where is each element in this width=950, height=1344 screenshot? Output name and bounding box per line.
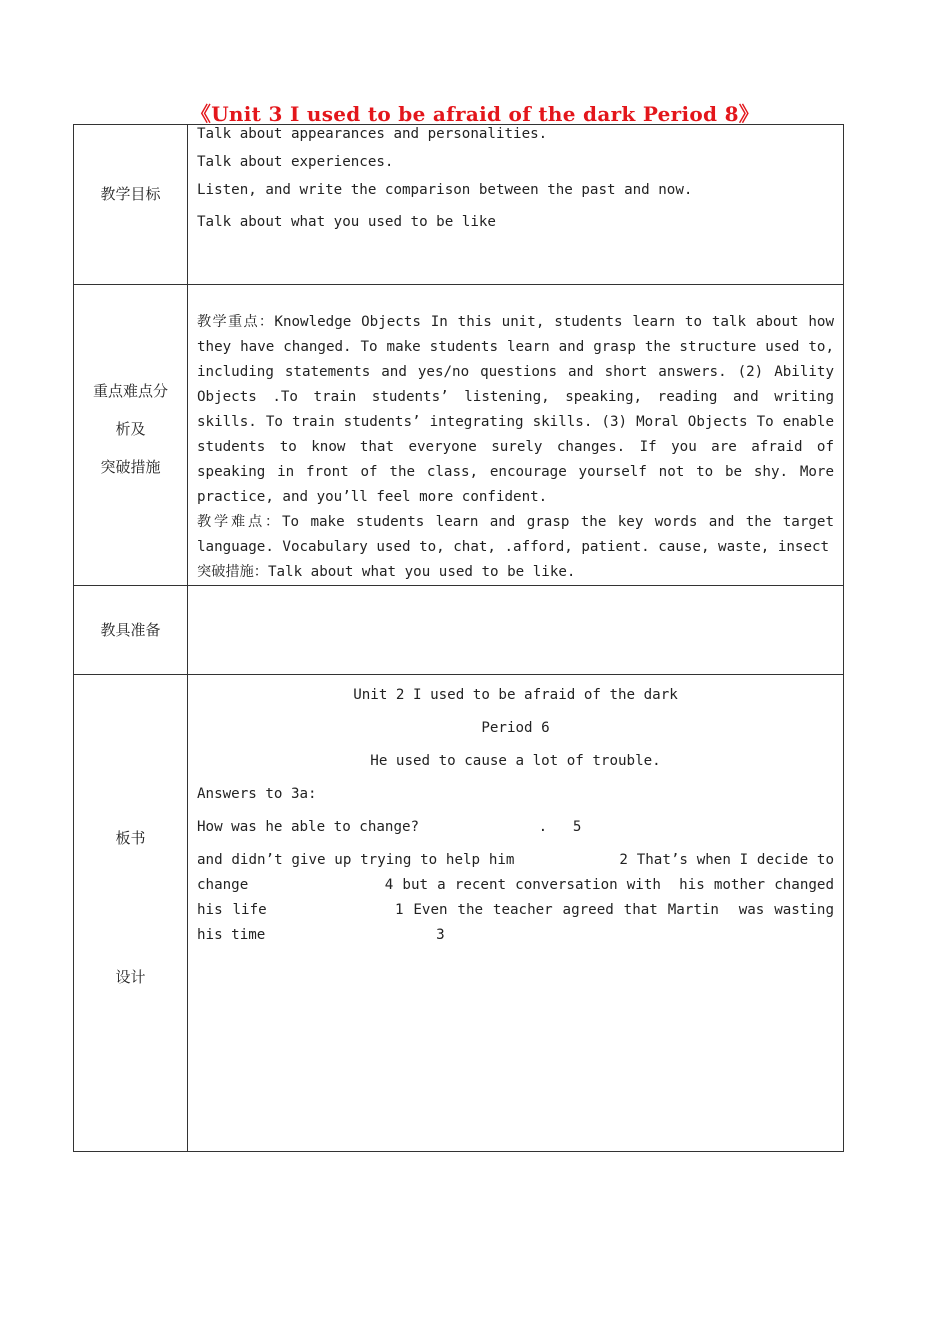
measures-paragraph <box>197 560 834 585</box>
objectives-row <box>74 125 844 285</box>
focus-text: Knowledge Objects In this unit, students learn to talk about how they have changed. To make students learn and grasp the structure used to, including statements and yes/no questions and short answers. (2) Ability Objects .To train students’ listening, speaking, reading and writing skills. To train students’ integrating skills. (3) Moral Objects To enable students to know that everyone surely changes. If you are afraid of speaking in front of the class, encourage yourself not to be shy. More practice, and you’ll feel more confident. <box>197 314 834 505</box>
difficulty-text: To make students learn and grasp the key words and the target language. Vocabulary used to, chat, .afford, patient. cause, waste, insect <box>197 514 834 555</box>
answers-label: Answers to 3a: <box>197 786 317 802</box>
board-label <box>74 675 188 1152</box>
measures-label: 突破措施： <box>197 564 268 580</box>
key-points-label-line: 析及 <box>115 420 146 438</box>
key-points-content <box>188 285 844 586</box>
lesson-plan-table <box>73 124 844 1152</box>
objective-line: Talk about experiences. <box>197 154 394 170</box>
objectives-label: 教学目标 <box>74 125 188 285</box>
key-points-label-line: 突破措施 <box>100 458 161 476</box>
focus-label: 教学重点： <box>197 314 275 330</box>
key-points-row <box>74 285 844 586</box>
page-title: 《Unit 3 I used to be afraid of the dark Period 8》 <box>190 102 760 126</box>
board-heading-2: Period 6 <box>481 720 550 736</box>
objective-line: Talk about appearances and personalities. <box>197 126 548 142</box>
difficulty-label: 教学难点： <box>197 514 283 530</box>
materials-content <box>188 586 844 675</box>
measures-text: Talk about what you used to be like. <box>267 564 576 580</box>
board-label-bottom: 设计 <box>115 968 146 986</box>
objectives-content <box>188 125 844 285</box>
board-row <box>74 675 844 1152</box>
objective-line: Talk about what you used to be like <box>197 214 496 230</box>
question-line: How was he able to change? . 5 <box>197 819 582 835</box>
difficulty-paragraph <box>197 510 834 560</box>
board-content <box>188 675 844 1152</box>
board-heading-1: Unit 2 I used to be afraid of the dark <box>353 687 678 703</box>
key-points-label-line: 重点难点分 <box>92 382 168 400</box>
objective-line: Listen, and write the comparison between the past and now. <box>197 182 693 198</box>
materials-label: 教具准备 <box>74 586 188 675</box>
key-points-label <box>74 285 188 586</box>
materials-row <box>74 586 844 675</box>
focus-paragraph <box>197 310 834 510</box>
board-heading-3: He used to cause a lot of trouble. <box>370 753 661 769</box>
board-label-top: 板书 <box>115 829 146 847</box>
answers-text: and didn’t give up trying to help him 2 That’s when I decide to change 4 but a recent conversation with his mother changed his life 1 Even the teacher agreed that Martin was wasting his time 3 <box>197 852 843 943</box>
